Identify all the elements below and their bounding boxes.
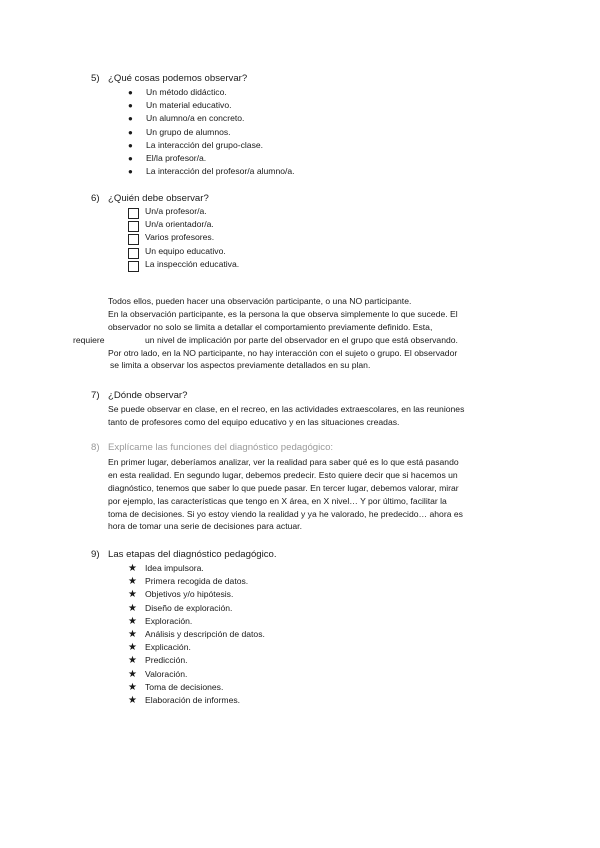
checkbox-icon [128,248,139,259]
paragraph-line: toma de decisiones. Si yo estoy viendo la realidad y ya he valorado, he predecido… ahora es [108,508,463,519]
bullet-icon: ● [128,140,133,150]
paragraph-line: Por otro lado, en la NO participante, no hay interacción con el sujeto o grupo. El observador [108,347,458,358]
star-icon: ★ [128,668,137,680]
paragraph-line: se limita a observar los aspectos previamente detallados en su plan. [110,360,371,371]
paragraph-line: Todos ellos, pueden hacer una observación participante, o una NO participante. [108,296,412,306]
star-icon: ★ [128,628,137,640]
q6-paragraph [73,295,458,372]
paragraph-line: Se puede observar en clase, en el recreo, en las actividades extraescolares, en las reuniones [108,404,465,414]
star-icon: ★ [128,642,137,654]
question-number: 7) [91,390,100,401]
bullet-icon: ● [128,88,133,97]
star-icon: ★ [128,589,137,601]
star-icon: ★ [128,615,137,627]
question-title: ¿Qué cosas podemos observar? [108,73,248,84]
question-number: 9) [91,549,100,560]
bullet-icon: ● [128,153,133,163]
checkbox-icon [128,234,139,245]
paragraph-line: en esta realidad. En segundo lugar, debemos predecir. Esto quiere decir que si hacemos un [108,469,458,480]
paragraph-line-left: requiere [73,334,105,345]
question-number: 8) [91,442,100,453]
question-number: 6) [91,193,100,204]
question-title: ¿Dónde observar? [108,390,188,401]
paragraph-line: tanto de profesores como del equipo educativo y en las situaciones creadas. [108,416,400,427]
bullet-icon: ● [128,101,133,111]
paragraph-line: En la observación participante, es la persona la que observa simplemente lo que sucede. El [108,308,458,319]
q7-paragraph [108,403,464,429]
star-icon: ★ [128,694,137,706]
bullet-icon: ● [128,114,133,124]
question-number: 5) [91,73,100,84]
checkbox-icon [128,261,139,272]
paragraph-line: por ejemplo, las características que tengo en X área, en X nivel… Y por último, facilitar la [108,495,447,506]
checkbox-icon [128,221,139,232]
paragraph-line [73,334,458,347]
paragraph-line: diagnóstico, tenemos que saber lo que puede pasar. En tercer lugar, debemos valorar, mirar [108,482,459,493]
question-title: Las etapas del diagnóstico pedagógico. [108,549,277,560]
paragraph-line-right: un nivel de implicación por parte del observador en el grupo que está observando. [145,334,458,345]
star-icon: ★ [128,576,137,588]
document-page: 5) ¿Qué cosas podemos observar? ● Un método didáctico. ● Un material educativo. ● Un alumno/a en concreto. ● Un grupo de alumnos. ● La interacción del grupo-clase. ● El/la profesor/a. ● La interacción del profesor/a alumno/a. 6) ¿Quién debe observar? Un/a profesor/a. Un/a orientador/a. Varios profesores. Un equipo educativo. La inspección educativa. Todos ellos, pueden hacer una observación participante, o una NO participante. En la observación participante, es la persona la que observa simplemente lo que sucede. El observador no solo se limita a detallar el comportamiento previamente definido. Esta, requiere un nivel de implicación por parte del observador en el grupo que está observando. Por otro lado, en la NO participante, no hay interacción con el sujeto o grupo. El observador se limita a observar los aspectos previamente detallados en su plan. 7) ¿Dónde observar? Se puede observar en clase, en el recreo, en las actividades extraescolares, en las reuniones tanto de profesores como del equipo educativo y en las situaciones creadas. 8) Explícame las funciones del diagnóstico pedagógico: En primer lugar, deberíamos analizar, ver la realidad para saber qué es lo que está pasando en esta realidad. En segundo lugar, debemos predecir. Esto quiere decir que si hacemos un diagnóstico, tenemos que saber lo que puede pasar. En tercer lugar, debemos valorar, mirar por ejemplo, las características que tengo en X área, en X nivel… Y por último, facilitar la toma de decisiones. Si yo estoy viendo la realidad y ya he valorado, he predecido… ahora es hora de tomar una serie de decisiones para actuar. 9) Las etapas del diagnóstico pedagógico. ★ Idea impulsora. ★ Primera recogida de datos. ★ Objetivos y/o hipótesis. ★ Diseño de exploración. ★ Exploración. ★ Análisis y descripción de datos. ★ Explicación. ★ Predicción. ★ Valoración. ★ Toma de decisiones. ★ Elaboración de informes. [73,73,465,706]
question-title: Explícame las funciones del diagnóstico pedagógico: [108,442,334,453]
star-icon: ★ [128,602,137,614]
question-title: ¿Quién debe observar? [108,193,209,204]
paragraph-line: En primer lugar, deberíamos analizar, ver la realidad para saber qué es lo que está pasando [108,457,459,467]
bullet-icon: ● [128,127,133,137]
star-icon: ★ [128,681,137,693]
paragraph-line: hora de tomar una serie de decisiones para actuar. [108,521,302,532]
checkbox-icon [128,208,139,219]
paragraph-line: observador no solo se limita a detallar el comportamiento previamente definido. Esta, [108,321,433,332]
bullet-icon: ● [128,167,133,177]
star-icon: ★ [128,563,137,574]
star-icon: ★ [128,655,137,667]
q8-paragraph [108,456,463,533]
